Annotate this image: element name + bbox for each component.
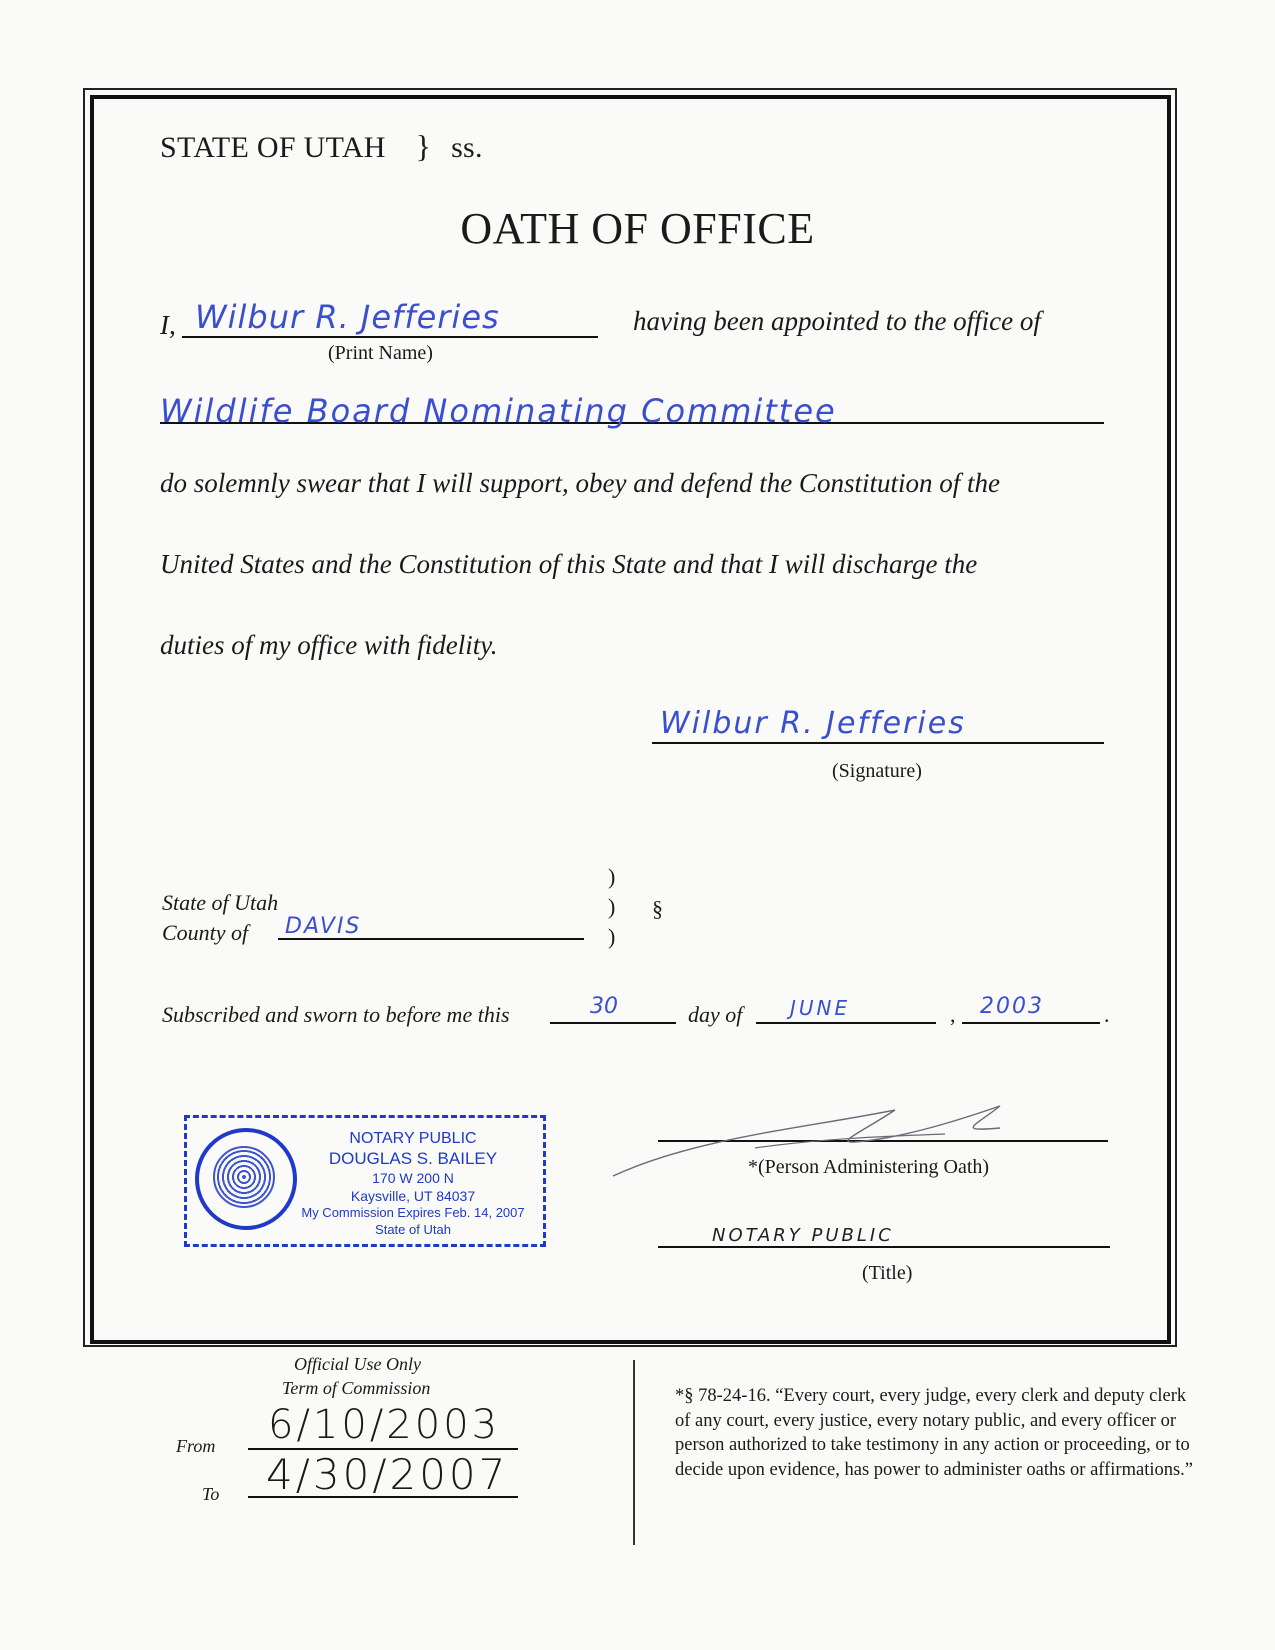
stamp-line-1: NOTARY PUBLIC	[349, 1130, 477, 1147]
footer-divider	[633, 1360, 635, 1545]
name-handwritten: Wilbur R. Jefferies	[195, 298, 500, 336]
title-line	[658, 1246, 1110, 1248]
document-title: OATH OF OFFICE	[460, 204, 815, 253]
stamp-line-4: Kaysville, UT 84037	[350, 1188, 476, 1204]
month-handwritten: JUNE	[790, 996, 851, 1020]
official-use-heading: Official Use Only	[294, 1354, 421, 1374]
month-line	[756, 1022, 936, 1024]
to-label: To	[202, 1484, 220, 1504]
period: .	[1104, 1002, 1110, 1027]
paren-2: )	[608, 894, 616, 919]
ss-label: ss.	[451, 131, 483, 164]
oath-line-1: do solemnly swear that I will support, obey and defend the Constitution of the	[160, 468, 1000, 498]
day-line	[550, 1022, 676, 1024]
notary-stamp	[184, 1115, 546, 1247]
signature-label: (Signature)	[832, 760, 922, 782]
statute-footnote: *§ 78-24-16. “Every court, every judge, every clerk and deputy clerk of any court, every justice, every notary public, and every officer or person authorized to take testimony in any action or proceeding, or to decide upon evidence, has power to administer oaths or affirmations.”	[675, 1386, 1194, 1480]
brace: }	[415, 128, 432, 164]
to-handwritten: 4/30/2007	[266, 1450, 509, 1499]
print-name-label: (Print Name)	[328, 342, 433, 364]
term-heading: Term of Commission	[282, 1378, 431, 1398]
year-line	[962, 1022, 1100, 1024]
notary-seal-icon	[195, 1128, 297, 1230]
day-handwritten: 30	[590, 994, 618, 1019]
year-handwritten: 2003	[980, 994, 1044, 1019]
seal-center	[213, 1146, 275, 1208]
title-handwritten: NOTARY PUBLIC	[712, 1225, 894, 1246]
venue-state: State of Utah	[162, 890, 279, 915]
oath-line-2: United States and the Constitution of this State and that I will discharge the	[160, 549, 978, 579]
comma: ,	[950, 1002, 956, 1027]
oath-line-3: duties of my office with fidelity.	[160, 630, 498, 660]
administrator-label: *(Person Administering Oath)	[748, 1156, 990, 1178]
title-label: (Title)	[862, 1262, 913, 1284]
stamp-line-6: State of Utah	[375, 1222, 451, 1237]
sworn-prefix: Subscribed and sworn to before me this	[162, 1002, 510, 1027]
stamp-line-2: DOUGLAS S. BAILEY	[328, 1149, 498, 1168]
office-handwritten: Wildlife Board Nominating Committee	[160, 392, 837, 430]
paren-1: )	[608, 864, 616, 889]
county-handwritten: DAVIS	[285, 914, 362, 939]
stamp-line-3: 170 W 200 N	[372, 1170, 454, 1186]
from-label: From	[176, 1436, 216, 1456]
section-symbol: §	[652, 896, 663, 921]
state-label: STATE OF UTAH	[160, 131, 386, 164]
from-handwritten: 6/10/2003	[268, 1402, 501, 1448]
stamp-line-5: My Commission Expires Feb. 14, 2007	[301, 1205, 525, 1220]
oath-prefix: I,	[160, 310, 176, 340]
paren-3: )	[608, 924, 616, 949]
signature-handwritten: Wilbur R. Jefferies	[660, 706, 966, 741]
state-heading	[160, 128, 483, 165]
name-line	[182, 336, 598, 338]
signature-line	[652, 742, 1104, 744]
day-of-label: day of	[688, 1002, 743, 1027]
appointed-text: having been appointed to the office of	[633, 306, 1041, 336]
venue-county-label: County of	[162, 920, 249, 945]
